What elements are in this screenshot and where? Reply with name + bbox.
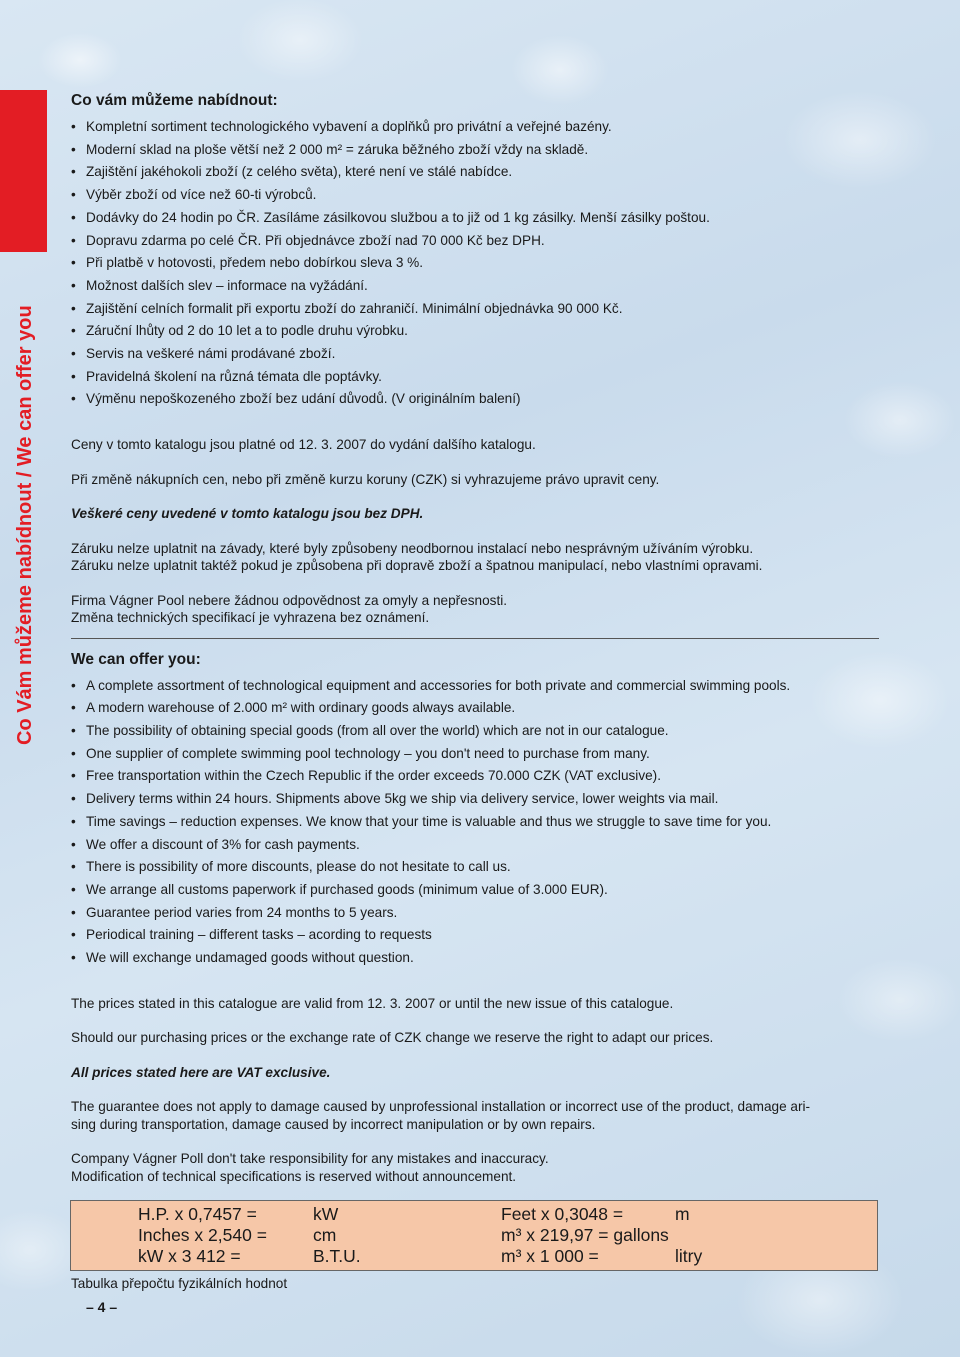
cz-heading: Co vám můžeme nabídnout:	[71, 92, 278, 109]
section-divider	[71, 638, 879, 639]
cz-guarantee-2: Záruku nelze uplatnit taktéž pokud je způsobena při dopravě zboží a špatnou manipulací, nebo vlastními opravami.	[71, 558, 763, 574]
list-item: • Free transportation within the Czech Republic if the order exceeds 70.000 CZK (VAT exclusive).	[71, 765, 881, 788]
conversion-cell: kW x 3 412 =	[138, 1246, 241, 1266]
cz-offer-list	[71, 116, 881, 411]
list-item: • Zajištění celních formalit při exportu zboží do zahraničí. Minimální objednávka 90 000 Kč.	[71, 298, 881, 321]
list-item: • Výběr zboží od více než 60-ti výrobců.	[71, 184, 881, 207]
list-item: • Pravidelná školení na různá témata dle poptávky.	[71, 366, 881, 389]
cz-prices-valid: Ceny v tomto katalogu jsou platné od 12. 3. 2007 do vydání dalšího katalogu.	[71, 437, 536, 453]
list-item: • Moderní sklad na ploše větší než 2 000 m² = záruka běžného zboží vždy na skladě.	[71, 139, 881, 162]
cz-price-change: Při změně nákupních cen, nebo při změně kurzu koruny (CZK) si vyhrazujeme právo upravit ceny.	[71, 471, 660, 487]
list-item: • We arrange all customs paperwork if purchased goods (minimum value of 3.000 EUR).	[71, 879, 881, 902]
en-guarantee-1: The guarantee does not apply to damage caused by unprofessional installation or incorrect use of the product, damage ari-	[71, 1099, 811, 1115]
list-item: • Zajištění jakéhokoli zboží (z celého světa), které není ve stálé nabídce.	[71, 161, 881, 184]
cz-vat-note: Veškeré ceny uvedené v tomto katalogu jsou bez DPH.	[71, 506, 424, 522]
conversion-cell: m³ x 1 000 =	[501, 1246, 599, 1266]
conversion-cell: Feet x 0,3048 =	[501, 1204, 624, 1224]
list-item: • Při platbě v hotovosti, předem nebo dobírkou sleva 3 %.	[71, 252, 881, 275]
cz-liability-1: Firma Vágner Pool nebere žádnou odpovědnost za omyly a nepřesnosti.	[71, 592, 508, 608]
list-item: • Kompletní sortiment technologického vybavení a doplňků pro privátní a veřejné bazény.	[71, 116, 881, 139]
list-item: • Guarantee period varies from 24 months to 5 years.	[71, 902, 881, 925]
list-item: • Servis na veškeré námi prodávané zboží.	[71, 343, 881, 366]
conversion-cell: B.T.U.	[313, 1246, 361, 1266]
list-item: • Time savings – reduction expenses. We know that your time is valuable and thus we struggle to save time for you.	[71, 811, 881, 834]
list-item: • There is possibility of more discounts, please do not hesitate to call us.	[71, 856, 881, 879]
conversion-cell: Inches x 2,540 =	[138, 1225, 267, 1245]
conversion-table-caption: Tabulka přepočtu fyzikálních hodnot	[71, 1276, 288, 1291]
list-item: • We offer a discount of 3% for cash payments.	[71, 834, 881, 857]
conversion-cell: H.P. x 0,7457 =	[138, 1204, 257, 1224]
list-item: • Dopravu zdarma po celé ČR. Při objednávce zboží nad 70 000 Kč bez DPH.	[71, 230, 881, 253]
page-number: – 4 –	[86, 1299, 118, 1315]
conversion-cell: kW	[313, 1204, 339, 1224]
list-item: • Delivery terms within 24 hours. Shipments above 5kg we ship via delivery service, lower weights via mail.	[71, 788, 881, 811]
cz-guarantee-1: Záruku nelze uplatnit na závady, které byly způsobeny neodbornou instalací nebo nesprávným užíváním výrobku.	[71, 540, 754, 556]
en-heading: We can offer you:	[71, 650, 201, 668]
conversion-cell: m	[675, 1204, 690, 1224]
page-content	[71, 92, 881, 1185]
list-item: • A modern warehouse of 2.000 m² with ordinary goods always available.	[71, 697, 881, 720]
en-offer-list	[71, 675, 881, 970]
conversion-cell: m³ x 219,97 = gallons	[501, 1225, 669, 1245]
list-item: • Dodávky do 24 hodin po ČR. Zasíláme zásilkovou službou a to již od 1 kg zásilky. Menší zásilky poštou.	[71, 207, 881, 230]
list-item: • The possibility of obtaining special goods (from all over the world) which are not in our catalogue.	[71, 720, 881, 743]
list-item: • Možnost dalších slev – informace na vyžádání.	[71, 275, 881, 298]
list-item: • A complete assortment of technological equipment and accessories for both private and commercial swimming pools.	[71, 675, 881, 698]
list-item: • We will exchange undamaged goods without question.	[71, 947, 881, 970]
en-price-change: Should our purchasing prices or the exchange rate of CZK change we reserve the right to adapt our prices.	[71, 1030, 714, 1046]
list-item: • Výměnu nepoškozeného zboží bez udání důvodů. (V originálním balení)	[71, 388, 881, 411]
section-red-tab	[0, 90, 47, 252]
en-guarantee-2: sing during transportation, damage caused by incorrect manipulation or by own repairs.	[71, 1116, 596, 1132]
list-item: • One supplier of complete swimming pool technology – you don't need to purchase from many.	[71, 743, 881, 766]
en-vat-note: All prices stated here are VAT exclusive.	[71, 1064, 331, 1080]
en-liability-2: Modification of technical specifications is reserved without announcement.	[71, 1168, 517, 1184]
list-item: • Periodical training – different tasks – acording to requests	[71, 924, 881, 947]
conversion-cell: cm	[313, 1225, 337, 1245]
cz-liability-2: Změna technických specifikací je vyhrazena bez oznámení.	[71, 610, 430, 626]
list-item: • Záruční lhůty od 2 do 10 let a to podle druhu výrobku.	[71, 320, 881, 343]
en-prices-valid: The prices stated in this catalogue are valid from 12. 3. 2007 or until the new issue of this catalogue.	[71, 995, 674, 1011]
conversion-cell: litry	[675, 1246, 703, 1266]
conversion-table	[70, 1200, 878, 1271]
section-side-title: Co Vám můžeme nabídnout / We can offer you	[14, 305, 36, 745]
en-liability-1: Company Vágner Poll don't take responsibility for any mistakes and inaccuracy.	[71, 1151, 549, 1167]
